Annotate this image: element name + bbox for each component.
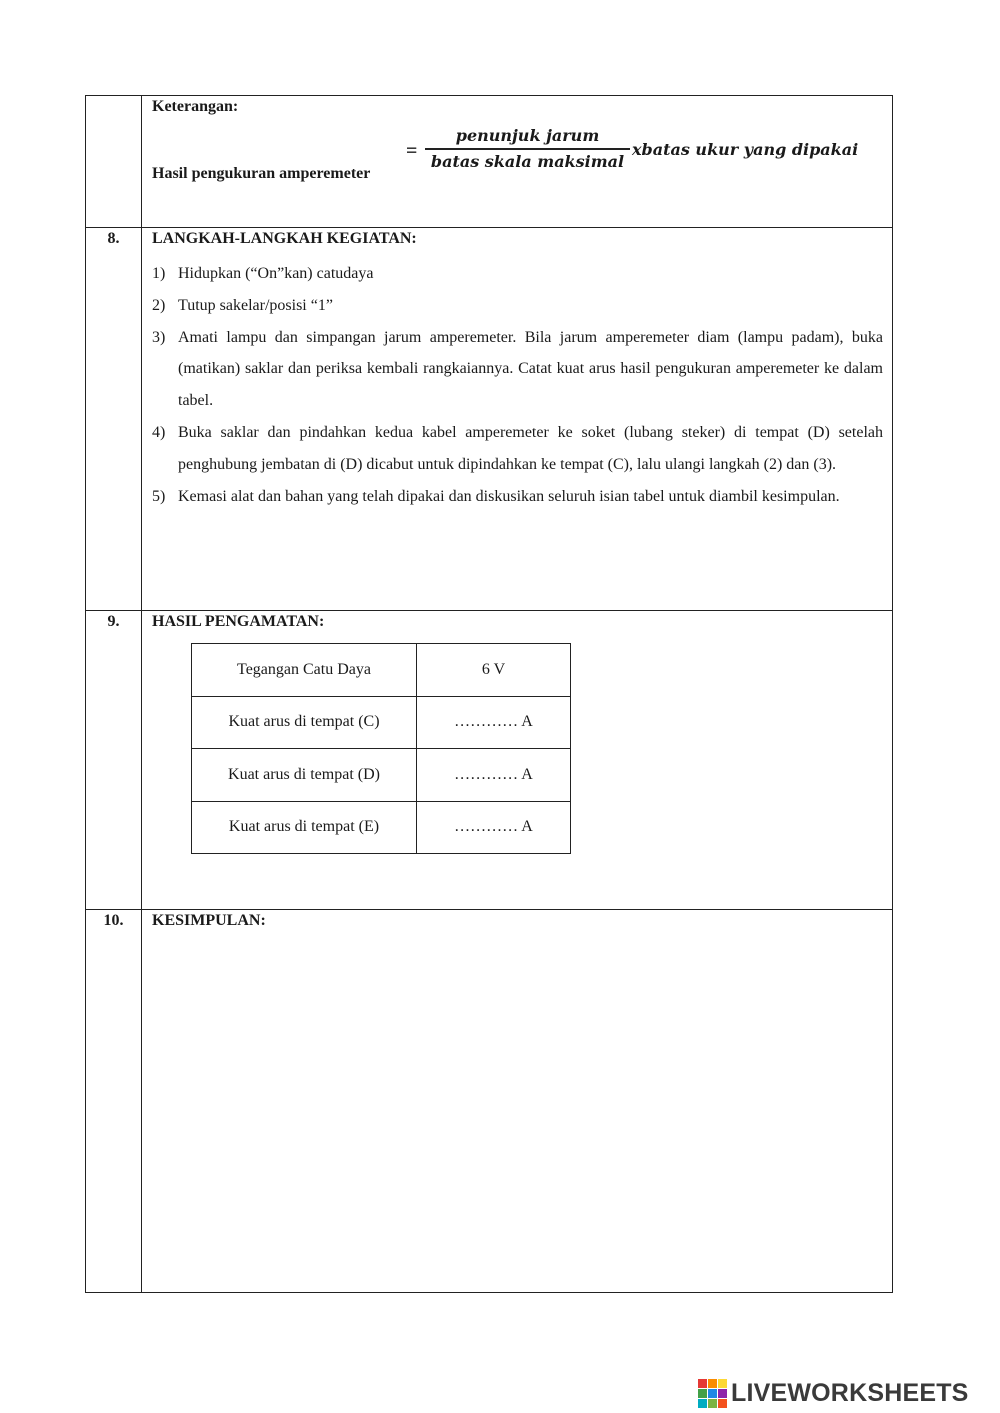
step-text: Buka saklar dan pindahkan kedua kabel amperemeter ke soket (lubang steker) di tempat (D) setelah penghubung jembatan di (D) dicabut untuk dipindahkan ke tempat (C), lalu ulangi langkah (2) dan (3).	[178, 423, 883, 473]
logo-square	[718, 1389, 727, 1398]
step-number: 3)	[152, 328, 166, 346]
table-row	[192, 644, 571, 697]
step-text: Kemasi alat dan bahan yang telah dipakai dan diskusikan seluruh isian tabel untuk diambil kesimpulan.	[178, 487, 840, 505]
formula-label: Hasil pengukuran amperemeter	[152, 165, 371, 182]
logo-wordmark: LIVEWORKSHEETS	[731, 1379, 969, 1407]
formula-numerator: penunjuk jarum	[455, 126, 600, 145]
formula-equals: =	[406, 140, 418, 162]
answer-field[interactable]: ………… A	[417, 749, 571, 802]
section-10-title: KESIMPULAN:	[152, 912, 266, 929]
logo-square	[708, 1389, 717, 1398]
step-number: 4)	[152, 423, 166, 441]
step-text: Tutup sakelar/posisi “1”	[178, 296, 333, 314]
row-label: Kuat arus di tempat (E)	[192, 801, 417, 854]
logo-square	[698, 1399, 707, 1408]
step-number: 1)	[152, 265, 166, 282]
logo-square	[718, 1399, 727, 1408]
step-item	[152, 258, 883, 290]
section-9-number: 9.	[107, 613, 120, 630]
row-label: Kuat arus di tempat (C)	[192, 696, 417, 749]
step-item	[152, 290, 883, 322]
answer-field[interactable]: ………… A	[417, 801, 571, 854]
answer-field[interactable]: ………… A	[417, 696, 571, 749]
row-value: 6 V	[417, 644, 571, 697]
liveworksheets-logo	[698, 1379, 969, 1408]
row-label: Kuat arus di tempat (D)	[192, 749, 417, 802]
row-divider	[85, 610, 893, 611]
step-item	[152, 481, 883, 513]
section-9-title: HASIL PENGAMATAN:	[152, 613, 325, 630]
logo-square	[698, 1379, 707, 1388]
row-label: Tegangan Catu Daya	[192, 644, 417, 697]
formula-fraction	[425, 126, 630, 171]
logo-square	[718, 1379, 727, 1388]
logo-square	[698, 1389, 707, 1398]
logo-square	[708, 1399, 717, 1408]
row-divider	[85, 227, 893, 228]
step-item	[152, 417, 883, 481]
section-10-number: 10.	[103, 912, 124, 929]
step-text: Hidupkan (“On”kan) catudaya	[178, 265, 374, 282]
formula-denominator: batas skala maksimal	[430, 151, 625, 171]
step-number: 2)	[152, 296, 166, 314]
row-divider	[85, 909, 893, 910]
logo-square	[708, 1379, 717, 1388]
step-number: 5)	[152, 487, 166, 505]
table-row	[192, 749, 571, 802]
section-8-title: LANGKAH-LANGKAH KEGIATAN:	[152, 230, 417, 247]
formula-multiplier: xbatas ukur yang dipakai	[632, 140, 859, 159]
note-label: Keterangan:	[152, 98, 239, 115]
section-8-number: 8.	[107, 230, 120, 247]
observation-table	[191, 643, 571, 854]
step-text: Amati lampu dan simpangan jarum amperemeter. Bila jarum amperemeter diam (lampu padam), buka (matikan) saklar dan periksa kembali rangkaiannya. Catat kuat arus hasil pengukuran amperemeter ke dalam tabel.	[178, 328, 883, 410]
steps-list	[152, 258, 883, 512]
logo-mark-icon	[698, 1379, 727, 1408]
column-divider	[141, 95, 142, 1293]
table-row	[192, 696, 571, 749]
step-item	[152, 322, 883, 417]
table-row	[192, 801, 571, 854]
